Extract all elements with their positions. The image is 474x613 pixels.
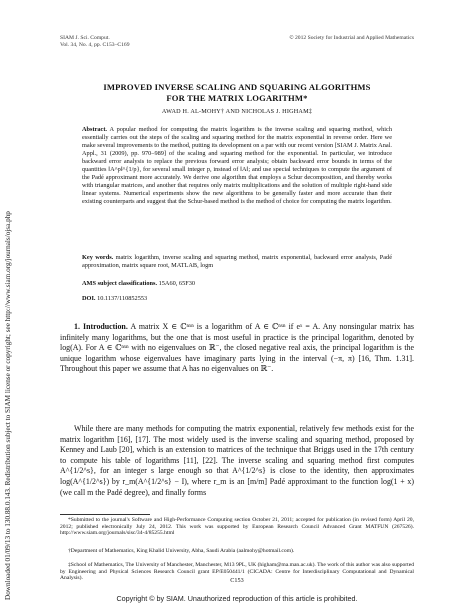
society-copyright: © 2012 Society for Industrial and Applied Mathematics [289,35,414,41]
journal-name: SIAM J. Sci. Comput. [60,35,110,41]
footnote-divider [60,514,150,515]
abstract-label: Abstract. [82,126,108,133]
keywords-text: matrix logarithm, inverse scaling and squaring method, matrix exponential, backward error analysis, Padé approximation, matrix square root, MATLAB, logm [82,254,392,269]
doi-text: 10.1137/110852553 [97,295,148,302]
paper-title [60,82,414,104]
journal-info [60,35,130,49]
keywords-label: Key words. [82,254,114,261]
footnote-author-2: ‡School of Mathematics, The University of Manchester, Manchester, M13 9PL, UK (higham@ma.man.ac.uk). The work of this author was also supported by Engineering and Physical Sciences Research Council grant EP/E050441/1 (CICADA: Centre for Interdisciplinary Computational and Dynamical Analysis). [60,562,414,582]
copyright-notice: Copyright © by SIAM. Unauthorized reproduction of this article is prohibited. [116,594,358,603]
intro-paragraph-1-text: A matrix X ∈ ℂⁿˣⁿ is a logarithm of A ∈ ℂⁿˣⁿ if eˣ = A. Any nonsingular matrix has infinitely many logarithms, but the one that is most useful in practice is the principal logarithm, denoted by log(A). For A ∈ ℂⁿˣⁿ with no eigenvalues on ℝ⁻, the closed negative real axis, the principal logarithm is the unique logarithm whose eigenvalues have imaginary parts lying in the interval (−π, π) [16, Thm. 1.31]. Throughout this paper we assume that A has no eigenvalues on ℝ⁻. [60,322,414,374]
abstract-text: A popular method for computing the matrix logarithm is the inverse scaling and squaring method, which essentially carries out the steps of the scaling and squaring method for the matrix exponential in reverse order. Here we make several improvements to the method, putting its development on a par with our recent version [SIAM J. Matrix Anal. Appl., 31 (2009), pp. 970–989] of the scaling and squaring method for the exponential. In particular, we introduce backward error analysis to replace the previous forward error analysis; obtain backward error bounds in terms of the quantities ‖A^p‖^{1/p}, for several small integer p, instead of ‖A‖; and use special techniques to compute the argument of the Padé approximant more accurately. We derive one algorithm that employs a Schur decomposition, and thereby works with triangular matrices, and another that requires only matrix multiplications and the solution of multiple right-hand side linear systems. Numerical experiments show the new algorithms to be generally faster and more accurate than their existing counterparts and suggest that the Schur-based method is the method of choice for computing the matrix logarithm. [82,126,392,205]
ams-text: 15A60, 65F30 [158,280,196,287]
title-line-2: FOR THE MATRIX LOGARITHM* [166,93,308,103]
intro-paragraph-1 [60,322,414,375]
footnote-submission: *Submitted to the journal's Software and High-Performance Computing section October 21, 2011; accepted for publication (in revised form) April 20, 2012; published electronically July 24, 2012. This work was supported by European Research Council Advanced Grant MATFUN (267526). http://www.siam.org/journals/sisc/34-4/85255.html [60,517,414,537]
intro-paragraph-2: While there are many methods for computing the matrix exponential, relatively few methods exist for the matrix logarithm [16], [17]. The most widely used is the inverse scaling and squaring method, proposed by Kenney and Laub [20], which is an extension to matrices of the technique that Briggs used in the 17th century to compute his table of logarithms [11], [22]. The inverse scaling and squaring method first computes A^{1/2^s}, for an integer s large enough so that A^{1/2^s} is close to the identity, then approximates log(A^{1/2^s}) by r_m(A^{1/2^s} − I), where r_m is an [m/m] Padé approximant to the function log(1 + x) (we call m the Padé degree), and finally forms [60,424,414,497]
download-notice-text: Downloaded 01/09/13 to 130.88.0.143. Redistribution subject to SIAM license or copyright; see http://www.siam.org/journals/ojsa.php [4,211,12,600]
section-heading: 1. Introduction. [74,322,128,331]
ams-label: AMS subject classifications. [82,280,158,287]
download-notice-sidebar [3,40,15,600]
doi [82,295,392,303]
abstract [82,126,392,206]
footnote-author-1: †Department of Mathematics, King Khalid University, Abha, Saudi Arabia (aalmohy@hotmail.com). [68,548,295,554]
page-number: C153 [230,577,244,584]
journal-volume: Vol. 34, No. 4, pp. C153–C169 [60,42,130,48]
ams-classifications [82,280,392,288]
title-line-1: IMPROVED INVERSE SCALING AND SQUARING ALGORITHMS [103,82,371,92]
paper-authors: AWAD H. AL-MOHY† AND NICHOLAS J. HIGHAM‡ [161,108,313,115]
keywords [82,254,392,270]
doi-label: DOI. [82,295,96,302]
